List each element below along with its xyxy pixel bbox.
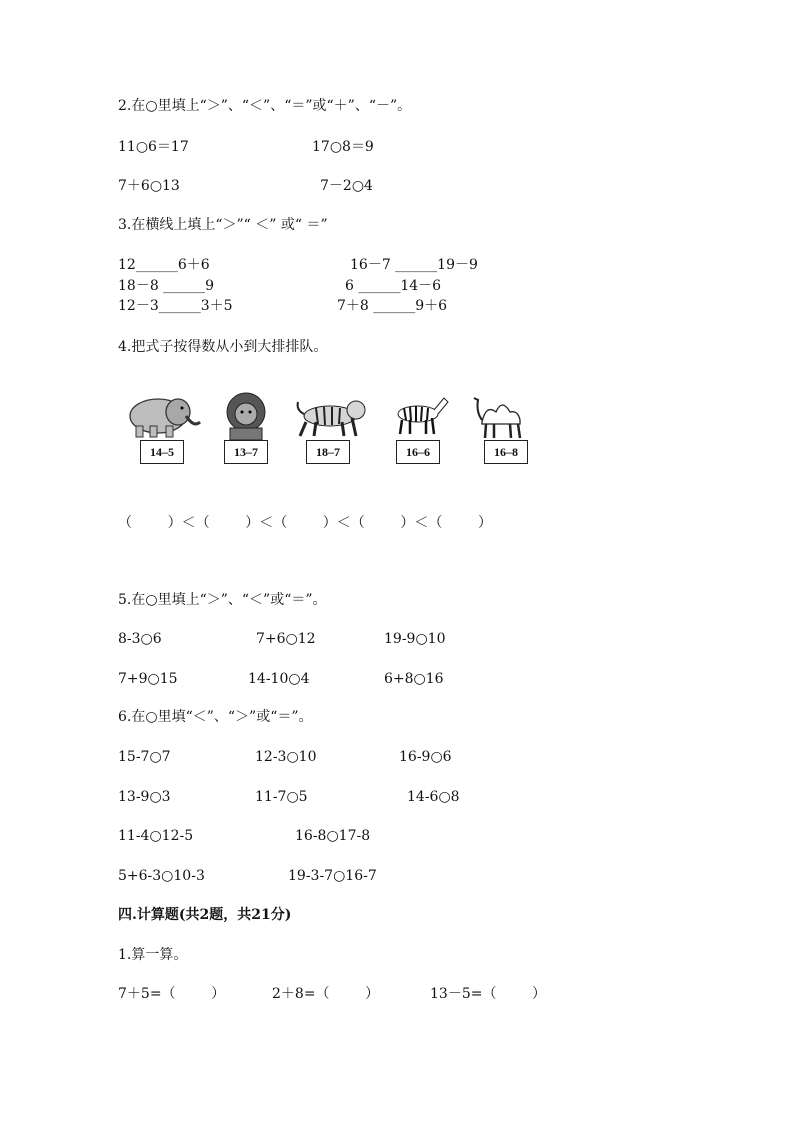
- q6-title: 6.在○里填“＜”、“＞”或“＝”。: [118, 709, 313, 725]
- expression-tag: 16–6: [396, 440, 440, 464]
- expression-tag: 13–7: [224, 440, 268, 464]
- q6-item: 16-9○6: [399, 749, 452, 765]
- q3-title: 3.在横线上填上“＞”“ ＜” 或“ ＝”: [118, 217, 328, 233]
- q4-order-line: （ ）＜（ ）＜（ ）＜（ ）＜（ ）: [118, 515, 493, 531]
- q4-title: 4.把式子按得数从小到大排排队。: [118, 339, 328, 355]
- q2-item: 11○6＝17: [118, 139, 189, 155]
- animal-card: [472, 392, 558, 470]
- q2-item: 17○8＝9: [312, 139, 374, 155]
- q3-item: 12－3______3＋5: [118, 298, 233, 314]
- expression-tag: 16–8: [484, 440, 528, 464]
- calc-item: 13－5=（ ）: [430, 986, 547, 1002]
- camel-icon: [472, 392, 542, 442]
- q6-item: 19-3-7○16-7: [288, 868, 377, 884]
- elephant-icon: [120, 392, 206, 442]
- q3-item: 12______6＋6: [118, 257, 210, 273]
- q6-item: 14-6○8: [407, 789, 460, 805]
- lion-icon: [216, 392, 276, 442]
- animal-row: [120, 392, 560, 470]
- animal-card: [216, 392, 302, 470]
- q6-item: 5+6-3○10-3: [118, 868, 205, 884]
- q5-item: 8-3○6: [118, 631, 162, 647]
- expression-tag: 18–7: [306, 440, 350, 464]
- q3-item: 18－8 ______9: [118, 278, 215, 294]
- q6-item: 11-4○12-5: [118, 828, 194, 844]
- animal-card: [120, 392, 206, 470]
- tiger-icon: [294, 392, 370, 442]
- q3-item: 7＋8 ______9＋6: [337, 298, 448, 314]
- q6-item: 15-7○7: [118, 749, 171, 765]
- zebra-icon: [384, 392, 454, 442]
- q5-title: 5.在○里填上“＞”、“＜”或“＝”。: [118, 592, 327, 608]
- q5-item: 14-10○4: [248, 671, 310, 687]
- section-title: 四.计算题(共2题，共21分): [118, 907, 292, 923]
- q3-item: 6 ______14－6: [345, 278, 442, 294]
- q6-item: 11-7○5: [255, 789, 308, 805]
- animal-card: [384, 392, 470, 470]
- q6-item: 16-8○17-8: [295, 828, 371, 844]
- calc-item: 7＋5=（ ）: [118, 986, 226, 1002]
- q6-item: 12-3○10: [255, 749, 317, 765]
- expression-tag: 14–5: [140, 440, 184, 464]
- q2-item: 7－2○4: [320, 178, 373, 194]
- calc-title: 1.算一算。: [118, 947, 188, 963]
- q2-item: 7＋6○13: [118, 178, 180, 194]
- q5-item: 19-9○10: [384, 631, 446, 647]
- q2-title: 2.在○里填上“＞”、“＜”、“＝”或“＋”、“－”。: [118, 98, 412, 114]
- q3-item: 16－7 ______19－9: [350, 257, 478, 273]
- q5-item: 6+8○16: [384, 671, 444, 687]
- q5-item: 7+9○15: [118, 671, 178, 687]
- animal-card: [294, 392, 380, 470]
- q5-item: 7+6○12: [256, 631, 316, 647]
- calc-item: 2＋8=（ ）: [272, 986, 380, 1002]
- q6-item: 13-9○3: [118, 789, 171, 805]
